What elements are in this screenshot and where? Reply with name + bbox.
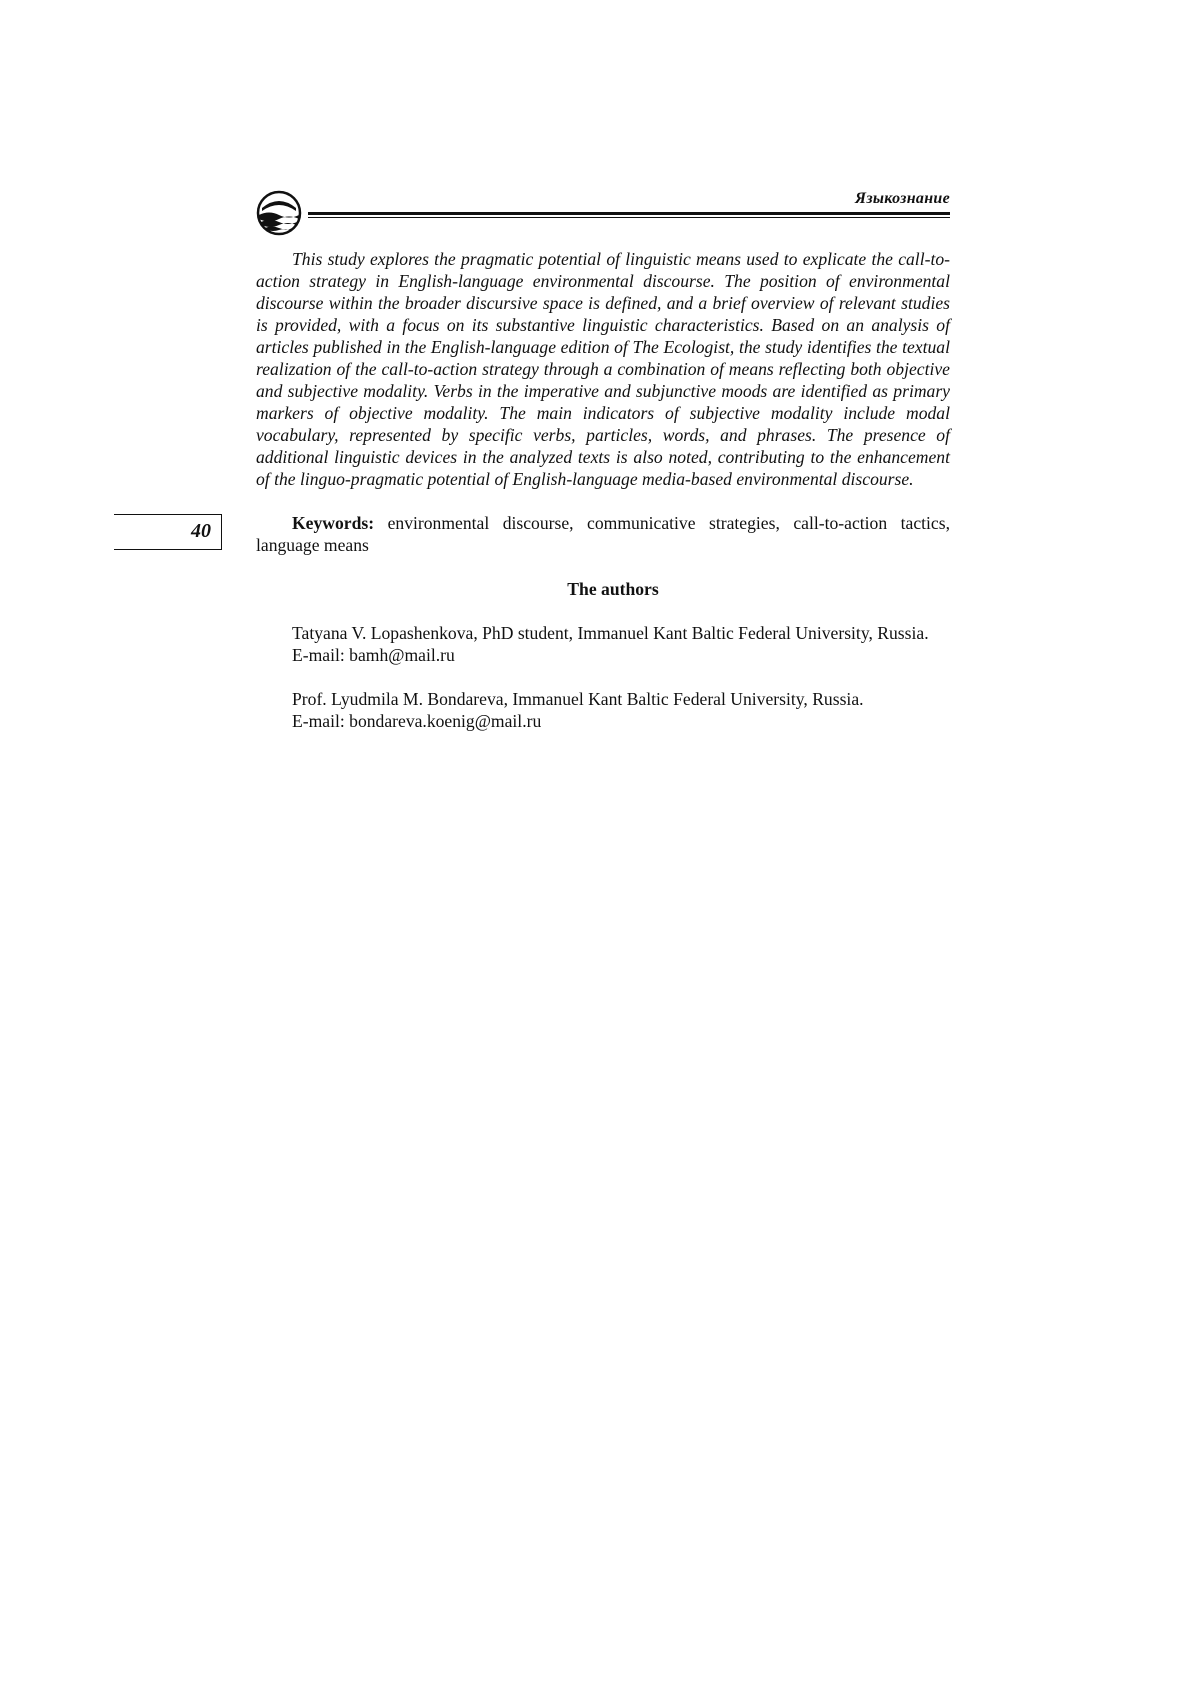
header-rule-thick <box>308 212 950 215</box>
author-email: E-mail: bamh@mail.ru <box>292 645 455 665</box>
keywords-text: environmental discourse, communicative strategies, call-to-action tactics, language means <box>256 513 950 555</box>
page-header <box>256 188 950 238</box>
author-entry <box>256 688 950 732</box>
page-number-box <box>114 514 222 550</box>
running-title: Языкознание <box>855 190 950 207</box>
author-entry <box>256 622 950 666</box>
authors-heading: The authors <box>567 579 659 599</box>
author-email: E-mail: bondareva.koenig@mail.ru <box>292 711 542 731</box>
author-info: Tatyana V. Lopashenkova, PhD student, Immanuel Kant Baltic Federal University, Russia. <box>292 623 929 643</box>
page-number: 40 <box>191 520 211 542</box>
journal-logo-icon <box>256 190 302 236</box>
abstract: This study explores the pragmatic potential of linguistic means used to explicate the call-to-action strategy in English-language environmental discourse. The position of environmental discourse within the broader discursive space is defined, and a brief overview of relevant studies is provided, with a focus on its substantive linguistic characteristics. Based on an analysis of articles published in the English-language edition of The Ecologist, the study identifies the textual realization of the call-to-action strategy through a combination of means reflecting both objective and subjective modality. Verbs in the imperative and subjunctive moods are identified as primary markers of objective modality. The main indicators of subjective modality include modal vocabulary, represented by specific verbs, particles, words, and phrases. The presence of additional linguistic devices in the analyzed texts is also noted, contributing to the enhancement of the linguo-pragmatic potential of English-language media-based environmental discourse. <box>256 249 950 489</box>
article-content <box>256 248 950 732</box>
header-rule-thin <box>308 217 950 218</box>
keywords <box>256 512 950 556</box>
author-info: Prof. Lyudmila M. Bondareva, Immanuel Kant Baltic Federal University, Russia. <box>292 689 864 709</box>
keywords-label: Keywords: <box>292 513 375 533</box>
